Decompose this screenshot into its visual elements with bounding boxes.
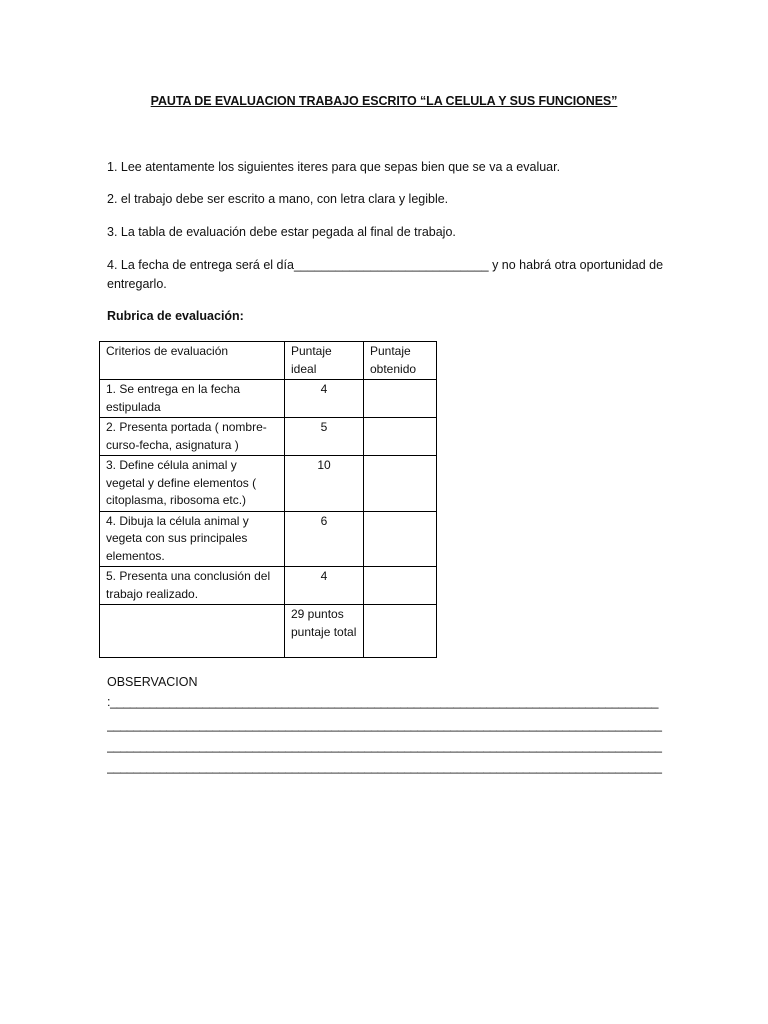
observacion-line: ____________________________________________________________________________________: [107, 760, 662, 774]
ideal-cell: 10: [285, 456, 364, 512]
observacion-label: OBSERVACION: [107, 675, 198, 689]
total-criterio-cell: [100, 605, 285, 658]
ideal-cell: 4: [285, 567, 364, 605]
table-row: [100, 511, 437, 567]
header-criterios: Criterios de evaluación: [100, 342, 285, 380]
obtenido-cell: [364, 456, 437, 512]
table-total-row: [100, 605, 437, 658]
header-puntaje-obtenido: Puntaje obtenido: [364, 342, 437, 380]
table-header-row: [100, 342, 437, 380]
obtenido-cell: [364, 511, 437, 567]
rubric-table: [99, 341, 437, 658]
criterio-cell: 1. Se entrega en la fecha estipulada: [100, 380, 285, 418]
instruction-4: 4. La fecha de entrega será el día____________________________ y no habrá otra oportunidad de entregarlo.: [107, 258, 664, 291]
observacion-line: ____________________________________________________________________________________: [107, 718, 662, 732]
table-row: [100, 567, 437, 605]
observacion-line: :___________________________________________________________________________________: [107, 695, 659, 709]
obtenido-cell: [364, 418, 437, 456]
header-puntaje-ideal: Puntaje ideal: [285, 342, 364, 380]
rubric-heading: Rubrica de evaluación:: [107, 309, 244, 323]
document-title: PAUTA DE EVALUACION TRABAJO ESCRITO “LA CELULA Y SUS FUNCIONES”: [150, 94, 618, 108]
instruction-2: 2. el trabajo debe ser escrito a mano, con letra clara y legible.: [107, 192, 449, 206]
total-ideal-cell: 29 puntos puntaje total: [285, 605, 364, 658]
table-row: [100, 456, 437, 512]
criterio-cell: 2. Presenta portada ( nombre-curso-fecha, asignatura ): [100, 418, 285, 456]
criterio-cell: 3. Define célula animal y vegetal y define elementos ( citoplasma, ribosoma etc.): [100, 456, 285, 512]
observacion-line: ____________________________________________________________________________________: [107, 739, 662, 753]
total-obtenido-cell: [364, 605, 437, 658]
table-row: [100, 380, 437, 418]
instruction-3: 3. La tabla de evaluación debe estar pegada al final de trabajo.: [107, 225, 456, 239]
ideal-cell: 5: [285, 418, 364, 456]
table-row: [100, 418, 437, 456]
criterio-cell: 5. Presenta una conclusión del trabajo realizado.: [100, 567, 285, 605]
obtenido-cell: [364, 567, 437, 605]
ideal-cell: 4: [285, 380, 364, 418]
ideal-cell: 6: [285, 511, 364, 567]
obtenido-cell: [364, 380, 437, 418]
instruction-1: 1. Lee atentamente los siguientes iteres para que sepas bien que se va a evaluar.: [107, 160, 561, 174]
criterio-cell: 4. Dibuja la célula animal y vegeta con sus principales elementos.: [100, 511, 285, 567]
